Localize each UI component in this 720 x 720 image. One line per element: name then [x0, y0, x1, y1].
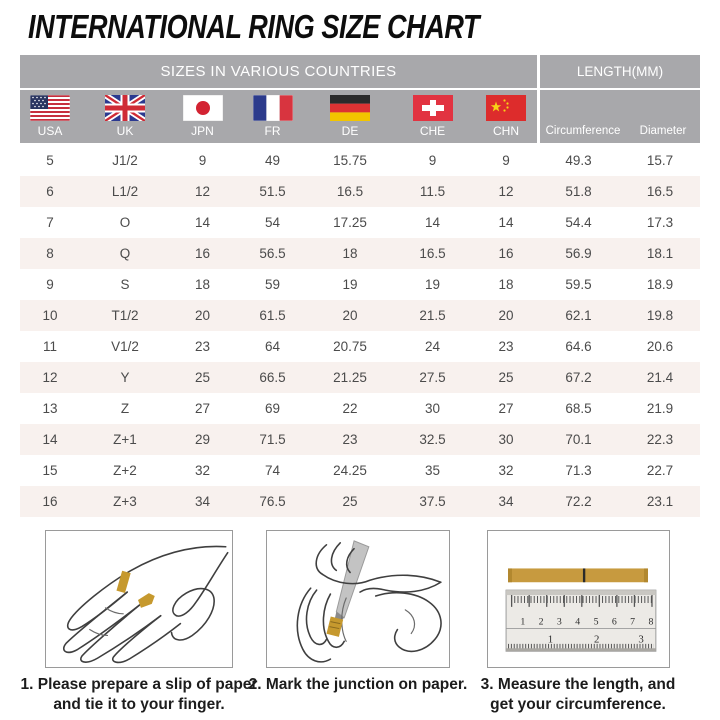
- table-cell-chn: 23: [498, 339, 514, 354]
- uk-flag-icon: [105, 95, 145, 121]
- table-cell-chn: 27: [498, 401, 514, 416]
- table-cell-uk: Z+1: [113, 432, 137, 447]
- table-cell-uk: V1/2: [111, 339, 139, 354]
- table-cell-che: 14: [424, 215, 441, 230]
- table-cell-jpn: 18: [194, 277, 211, 292]
- table-cell-che: 32.5: [419, 432, 446, 447]
- table-cell-fr: 64: [264, 339, 281, 354]
- table-cell-circumference: 70.1: [565, 432, 592, 447]
- instruction-caption-1: 1. Please prepare a slip of paper and tie it to your finger.: [20, 676, 258, 713]
- illustration-measure-ruler: [487, 530, 670, 668]
- country-flags-row: [20, 90, 537, 143]
- svg-text:5: 5: [593, 616, 599, 628]
- svg-text:3: 3: [638, 633, 644, 646]
- country-label-uk: UK: [116, 124, 134, 138]
- table-cell-diameter: 17.3: [646, 215, 674, 230]
- table-cell-circumference: 49.3: [565, 153, 592, 168]
- table-row: [20, 269, 700, 300]
- svg-text:1: 1: [520, 616, 526, 628]
- table-cell-usa: 5: [46, 153, 54, 168]
- table-cell-jpn: 23: [194, 339, 211, 354]
- table-cell-che: 30: [424, 401, 441, 416]
- table-cell-uk: Y: [120, 370, 130, 385]
- table-cell-uk: L1/2: [111, 184, 139, 199]
- pen: [336, 541, 369, 618]
- table-cell-uk: J1/2: [112, 153, 138, 168]
- table-cell-usa: 12: [42, 370, 58, 385]
- instruction-caption-2: 2. Mark the junction on paper.: [248, 676, 468, 693]
- table-cell-fr: 49: [264, 153, 281, 168]
- table-row: [20, 207, 700, 238]
- table-cell-circumference: 59.5: [565, 277, 592, 292]
- country-column-jpn: [170, 90, 235, 143]
- table-cell-che: 16.5: [419, 246, 446, 261]
- table-cell-uk: T1/2: [111, 308, 139, 323]
- table-cell-de: 24.25: [333, 463, 367, 478]
- table-cell-fr: 56.5: [259, 246, 286, 261]
- table-cell-uk: Z+3: [113, 494, 137, 509]
- table-cell-usa: 7: [46, 215, 54, 230]
- table-cell-usa: 15: [42, 463, 58, 478]
- svg-text:3: 3: [556, 616, 562, 628]
- table-cell-diameter: 22.7: [646, 463, 674, 478]
- table-cell-usa: 6: [46, 184, 54, 199]
- fr-flag-icon: [253, 95, 293, 121]
- table-cell-de: 25: [342, 494, 358, 509]
- table-cell-diameter: 20.6: [646, 339, 674, 354]
- page-title: INTERNATIONAL RING SIZE CHART: [28, 8, 480, 45]
- chn-flag-icon: [486, 95, 526, 121]
- table-cell-de: 17.25: [333, 215, 367, 230]
- paper-strip-2: [138, 593, 155, 608]
- table-cell-chn: 20: [498, 308, 514, 323]
- svg-text:2: 2: [594, 633, 600, 646]
- header-length-mm: LENGTH(MM): [540, 55, 700, 88]
- table-cell-fr: 76.5: [259, 494, 286, 509]
- country-column-de: [310, 90, 390, 143]
- table-cell-circumference: 56.9: [565, 246, 592, 261]
- table-cell-fr: 66.5: [259, 370, 286, 385]
- svg-text:1: 1: [547, 633, 554, 646]
- country-column-usa: [20, 90, 80, 143]
- table-cell-circumference: 68.5: [565, 401, 592, 416]
- table-cell-diameter: 19.8: [646, 308, 674, 323]
- table-cell-fr: 74: [264, 463, 281, 478]
- table-cell-diameter: 16.5: [646, 184, 674, 199]
- country-column-uk: [80, 90, 170, 143]
- table-cell-diameter: 21.4: [646, 370, 674, 385]
- svg-text:8: 8: [648, 616, 654, 628]
- table-cell-de: 21.25: [333, 370, 367, 385]
- table-cell-circumference: 67.2: [565, 370, 592, 385]
- table-cell-uk: Q: [119, 246, 131, 261]
- table-cell-jpn: 20: [194, 308, 211, 323]
- table-country-header-row: [20, 90, 700, 143]
- table-cell-de: 15.75: [333, 153, 367, 168]
- table-cell-jpn: 16: [194, 246, 211, 261]
- table-cell-diameter: 18.9: [646, 277, 674, 292]
- table-cell-diameter: 21.9: [646, 401, 674, 416]
- country-column-che: [390, 90, 475, 143]
- country-label-usa: USA: [37, 124, 63, 138]
- country-label-chn: CHN: [493, 124, 519, 138]
- table-row: [20, 424, 700, 455]
- country-column-chn: [475, 90, 537, 143]
- table-cell-chn: 32: [498, 463, 514, 478]
- length-subheader: [540, 90, 700, 143]
- country-label-jpn: JPN: [191, 124, 214, 138]
- table-cell-che: 35: [424, 463, 441, 478]
- table-cell-de: 23: [342, 432, 358, 447]
- table-cell-jpn: 34: [194, 494, 211, 509]
- table-cell-chn: 14: [498, 215, 514, 230]
- table-cell-circumference: 62.1: [565, 308, 592, 323]
- table-cell-che: 19: [424, 277, 441, 292]
- paper-strip-1: [116, 571, 130, 593]
- country-column-fr: [235, 90, 310, 143]
- table-cell-fr: 51.5: [259, 184, 286, 199]
- table-cell-chn: 30: [498, 432, 514, 447]
- table-cell-uk: Z+2: [113, 463, 137, 478]
- table-cell-jpn: 9: [198, 153, 207, 168]
- table-cell-jpn: 25: [194, 370, 211, 385]
- table-cell-chn: 34: [498, 494, 514, 509]
- table-cell-usa: 10: [42, 308, 58, 323]
- table-cell-diameter: 18.1: [646, 246, 674, 261]
- table-cell-jpn: 12: [194, 184, 211, 199]
- table-cell-che: 27.5: [419, 370, 446, 385]
- table-cell-de: 19: [342, 277, 358, 292]
- svg-text:4: 4: [575, 616, 581, 628]
- table-cell-circumference: 71.3: [565, 463, 592, 478]
- table-cell-de: 20: [342, 308, 358, 323]
- table-cell-chn: 16: [498, 246, 514, 261]
- table-cell-jpn: 27: [194, 401, 211, 416]
- table-row: [20, 455, 700, 486]
- ruler: [506, 590, 656, 651]
- table-cell-diameter: 22.3: [646, 432, 674, 447]
- table-cell-diameter: 15.7: [646, 153, 674, 168]
- de-flag-icon: [330, 95, 370, 121]
- che-flag-icon: [413, 95, 453, 121]
- table-cell-uk: S: [120, 277, 130, 292]
- table-cell-de: 16.5: [336, 184, 364, 199]
- table-row: [20, 393, 700, 424]
- table-cell-de: 20.75: [333, 339, 367, 354]
- table-cell-chn: 9: [502, 153, 510, 168]
- country-label-che: CHE: [419, 124, 446, 138]
- table-row: [20, 362, 700, 393]
- table-cell-fr: 54: [264, 215, 281, 230]
- table-cell-uk: O: [119, 215, 131, 230]
- instruction-caption-3: 3. Measure the length, and get your circumference.: [480, 676, 676, 713]
- illustration-tie-paper: [45, 530, 233, 668]
- table-row: [20, 145, 700, 176]
- table-row: [20, 300, 700, 331]
- table-cell-usa: 14: [42, 432, 58, 447]
- table-body: [20, 145, 700, 517]
- table-cell-usa: 9: [46, 277, 54, 292]
- table-cell-circumference: 64.6: [565, 339, 592, 354]
- jpn-flag-icon: [183, 95, 223, 121]
- ring-size-table: [20, 55, 700, 517]
- table-row: [20, 331, 700, 362]
- country-label-de: DE: [341, 124, 359, 138]
- table-cell-jpn: 29: [194, 432, 211, 447]
- table-cell-fr: 61.5: [259, 308, 286, 323]
- svg-text:7: 7: [630, 616, 636, 628]
- svg-text:2: 2: [538, 616, 544, 628]
- table-cell-chn: 12: [498, 184, 514, 199]
- paper-strip-flat: [508, 568, 648, 582]
- column-label-diameter: Diameter: [639, 125, 687, 137]
- country-label-fr: FR: [264, 124, 281, 138]
- table-row: [20, 238, 700, 269]
- table-cell-circumference: 72.2: [565, 494, 592, 509]
- table-cell-che: 9: [428, 153, 437, 168]
- illustration-mark-junction: [266, 530, 450, 668]
- table-cell-chn: 25: [498, 370, 514, 385]
- table-cell-usa: 8: [46, 246, 54, 261]
- usa-flag-icon: [30, 95, 70, 121]
- table-row: [20, 176, 700, 207]
- table-cell-usa: 16: [42, 494, 58, 509]
- table-cell-fr: 71.5: [259, 432, 286, 447]
- junction-mark: [583, 568, 585, 582]
- column-label-circumference: Circumference: [545, 125, 621, 137]
- table-cell-jpn: 32: [194, 463, 211, 478]
- table-cell-uk: Z: [120, 401, 130, 416]
- svg-text:6: 6: [611, 616, 617, 628]
- table-cell-fr: 69: [264, 401, 281, 416]
- table-row: [20, 486, 700, 517]
- table-cell-diameter: 23.1: [646, 494, 674, 509]
- table-cell-che: 21.5: [419, 308, 446, 323]
- table-cell-che: 37.5: [419, 494, 446, 509]
- table-cell-che: 11.5: [419, 184, 446, 199]
- table-cell-jpn: 14: [194, 215, 211, 230]
- table-cell-de: 18: [342, 246, 358, 261]
- table-cell-chn: 18: [498, 277, 514, 292]
- table-cell-fr: 59: [264, 277, 281, 292]
- header-sizes-in-various-countries: SIZES IN VARIOUS COUNTRIES: [20, 55, 537, 88]
- table-cell-circumference: 54.4: [565, 215, 592, 230]
- table-header-group-row: [20, 55, 700, 88]
- paper-strip-on-finger: [326, 617, 343, 637]
- table-cell-de: 22: [342, 401, 358, 416]
- table-cell-usa: 11: [42, 339, 57, 354]
- table-cell-usa: 13: [42, 401, 58, 416]
- table-cell-che: 24: [424, 339, 441, 354]
- table-cell-circumference: 51.8: [565, 184, 592, 199]
